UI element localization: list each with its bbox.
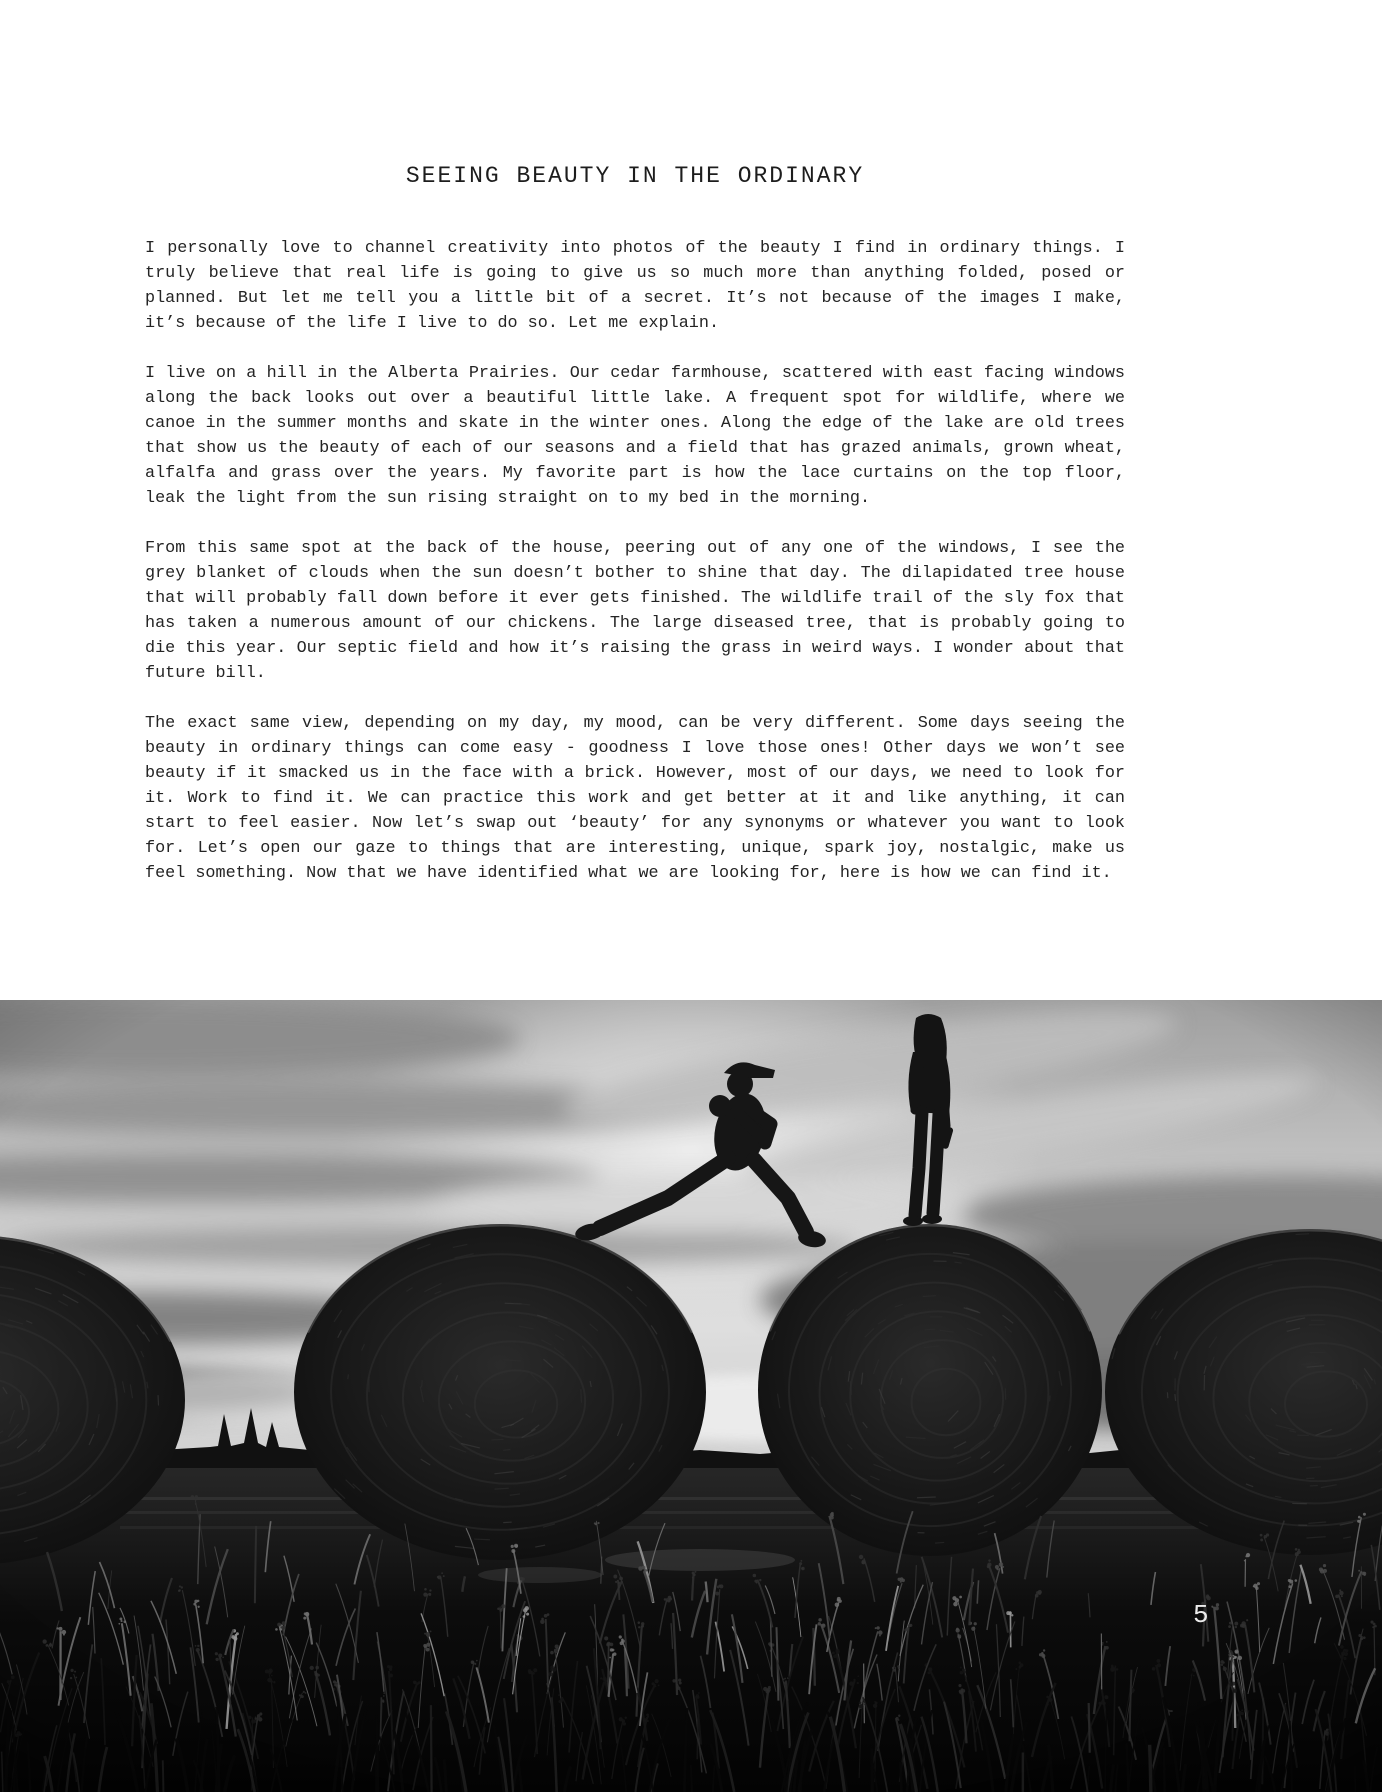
- article-paragraph-3: From this same spot at the back of the house, peering out of any one of the windows, I see the grey blanket of clouds when the sun doesn’t bother to shine that day. The dilapidated tree house that will probably fall down before it ever gets finished. The wildlife trail of the sly fox that has taken a numerous amount of our chickens. The large diseased tree, that is probably going to die this year. Our septic field and how it’s raising the grass in weird ways. I wonder about that future bill.: [145, 539, 1125, 683]
- article-paragraph-4: The exact same view, depending on my day, my mood, can be very different. Some days seeing the beauty in ordinary things can come easy - goodness I love those ones! Other days we won’t see beauty if it smacked us in the face with a brick. However, most of our days, we need to look for it. Work to find it. We can practice this work and get better at it and like anything, it can start to feel easier. Now let’s swap out ‘beauty’ for any synonyms or whatever you want to look for. Let’s open our gaze to things that are interesting, unique, spark joy, nostalgic, make us feel something. Now that we have identified what we are looking for, here is how we can find it.: [145, 714, 1125, 883]
- page-number: 5: [1193, 1600, 1209, 1630]
- article: [145, 163, 1125, 911]
- article-paragraph-2: I live on a hill in the Alberta Prairies. Our cedar farmhouse, scattered with east facing windows along the back looks out over a beautiful little lake. A frequent spot for wildlife, where we canoe in the summer months and skate in the winter ones. Along the edge of the lake are old trees that show us the beauty of each of our seasons and a field that has grazed animals, grown wheat, alfalfa and grass over the years. My favorite part is how the lace curtains on the top floor, leak the light from the sun rising straight on to my bed in the morning.: [145, 364, 1125, 508]
- page-title: SEEING BEAUTY IN THE ORDINARY: [405, 163, 865, 189]
- photo-scene: [0, 1000, 1382, 1792]
- photo-vignette: [0, 1000, 1382, 1792]
- hay-bale-photograph: [0, 1000, 1382, 1792]
- article-paragraph-1: I personally love to channel creativity into photos of the beauty I find in ordinary things. I truly believe that real life is going to give us so much more than anything folded, posed or planned. But let me tell you a little bit of a secret. It’s not because of the images I make, it’s because of the life I live to do so. Let me explain.: [145, 239, 1125, 333]
